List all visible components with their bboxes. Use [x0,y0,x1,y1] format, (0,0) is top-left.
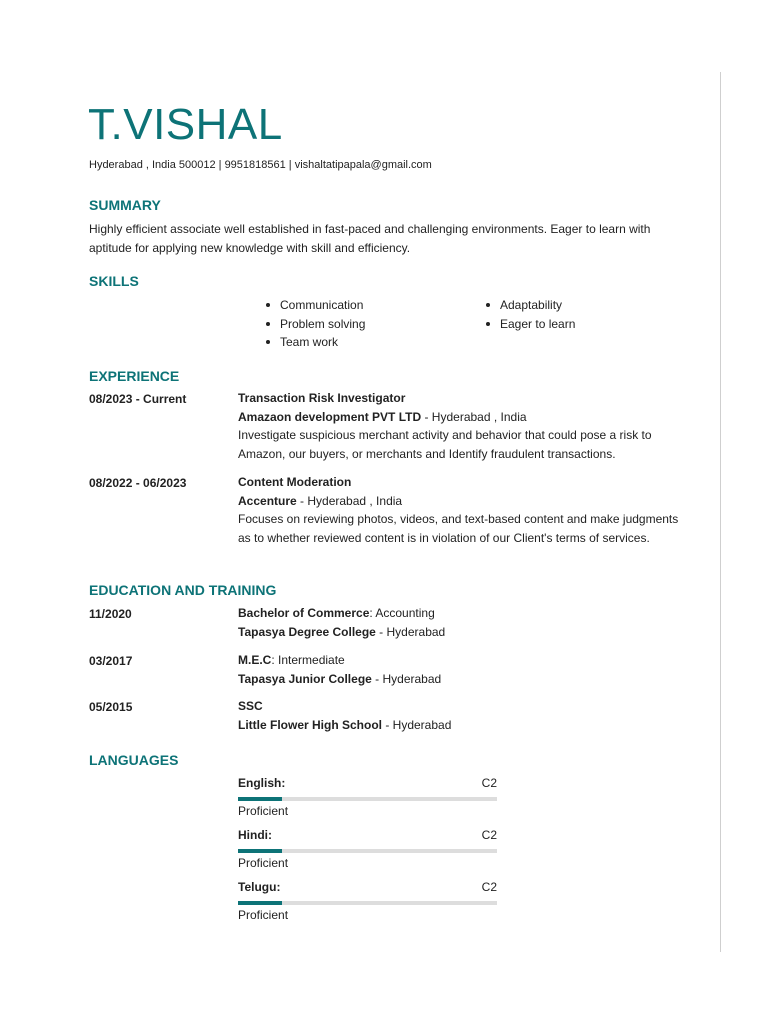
education-entry [238,651,683,688]
experience-entry [238,473,683,547]
degree-line [238,697,683,716]
language-entry [238,828,497,870]
contact-line: Hyderabad , India 500012 | 9951818561 | vishaltatipapala@gmail.com [89,159,432,171]
skill-item: Problem solving [280,315,365,334]
school-line [238,623,683,642]
school-line [238,716,683,735]
language-proficiency-bar [238,797,497,801]
skills-list-right [484,296,575,333]
language-entry [238,880,497,922]
skill-item: Team work [280,333,365,352]
experience-heading: EXPERIENCE [89,368,180,384]
language-entry [238,776,497,818]
degree-field: : Accounting [369,606,435,620]
school-name: Tapasya Junior College [238,671,372,686]
degree-name: SSC [238,699,263,713]
degree-name: Bachelor of Commerce [238,606,370,620]
language-level: C2 [481,828,497,842]
language-name: English: [238,776,286,790]
school-name: Little Flower High School [238,717,382,732]
school-location: - Hyderabad [382,717,452,732]
language-name: Telugu: [238,880,281,894]
education-heading: EDUCATION AND TRAINING [89,582,277,598]
education-date: 11/2020 [89,607,132,621]
skill-item: Adaptability [500,296,575,315]
languages-heading: LANGUAGES [89,752,179,768]
skill-item: Communication [280,296,365,315]
degree-line [238,604,683,623]
language-proficiency: Proficient [238,804,289,818]
school-line [238,670,683,689]
language-proficiency-fill [238,901,282,905]
job-company-line [238,408,683,427]
company-location: - Hyderabad , India [421,409,527,424]
education-date: 05/2015 [89,700,133,714]
job-description: Investigate suspicious merchant activity and behavior that could pose a risk to Amazon, our buyers, or merchants and Identify fraudulent transactions. [238,428,652,461]
degree-name: M.E.C [238,653,272,667]
language-proficiency-fill [238,797,282,801]
candidate-name: T.VISHAL [88,100,283,149]
page-edge-divider [720,72,721,952]
summary-text: Highly efficient associate well established in fast-paced and challenging environments. Eager to learn with aptitude for applying new knowledge with skill and efficiency. [89,222,651,255]
language-level: C2 [481,880,497,894]
job-title: Transaction Risk Investigator [238,391,406,405]
language-proficiency: Proficient [238,856,289,870]
company-name: Amazaon development PVT LTD [238,409,422,424]
summary-heading: SUMMARY [89,197,161,213]
experience-entry [238,389,683,463]
language-level: C2 [481,776,497,790]
skills-list-left [264,296,365,352]
language-proficiency: Proficient [238,908,289,922]
company-location: - Hyderabad , India [296,493,403,508]
education-entry [238,604,683,641]
education-entry [238,697,683,734]
degree-field: : Intermediate [271,653,345,667]
job-description: Focuses on reviewing photos, videos, and text-based content and make judgments as to whether reviewed content is in violation of our Client's terms of services. [238,512,679,545]
education-date: 03/2017 [89,654,133,668]
school-name: Tapasya Degree College [238,624,376,639]
experience-date: 08/2022 - 06/2023 [89,476,187,490]
skill-item: Eager to learn [500,315,575,334]
job-title: Content Moderation [238,475,352,489]
language-proficiency-bar [238,849,497,853]
skills-heading: SKILLS [89,273,139,289]
language-proficiency-fill [238,849,282,853]
school-location: - Hyderabad [371,671,442,686]
language-name: Hindi: [238,828,272,842]
company-name: Accenture [238,493,297,508]
school-location: - Hyderabad [375,624,446,639]
experience-date: 08/2023 - Current [89,392,187,406]
job-company-line [238,492,683,511]
language-proficiency-bar [238,901,497,905]
degree-line [238,651,683,670]
